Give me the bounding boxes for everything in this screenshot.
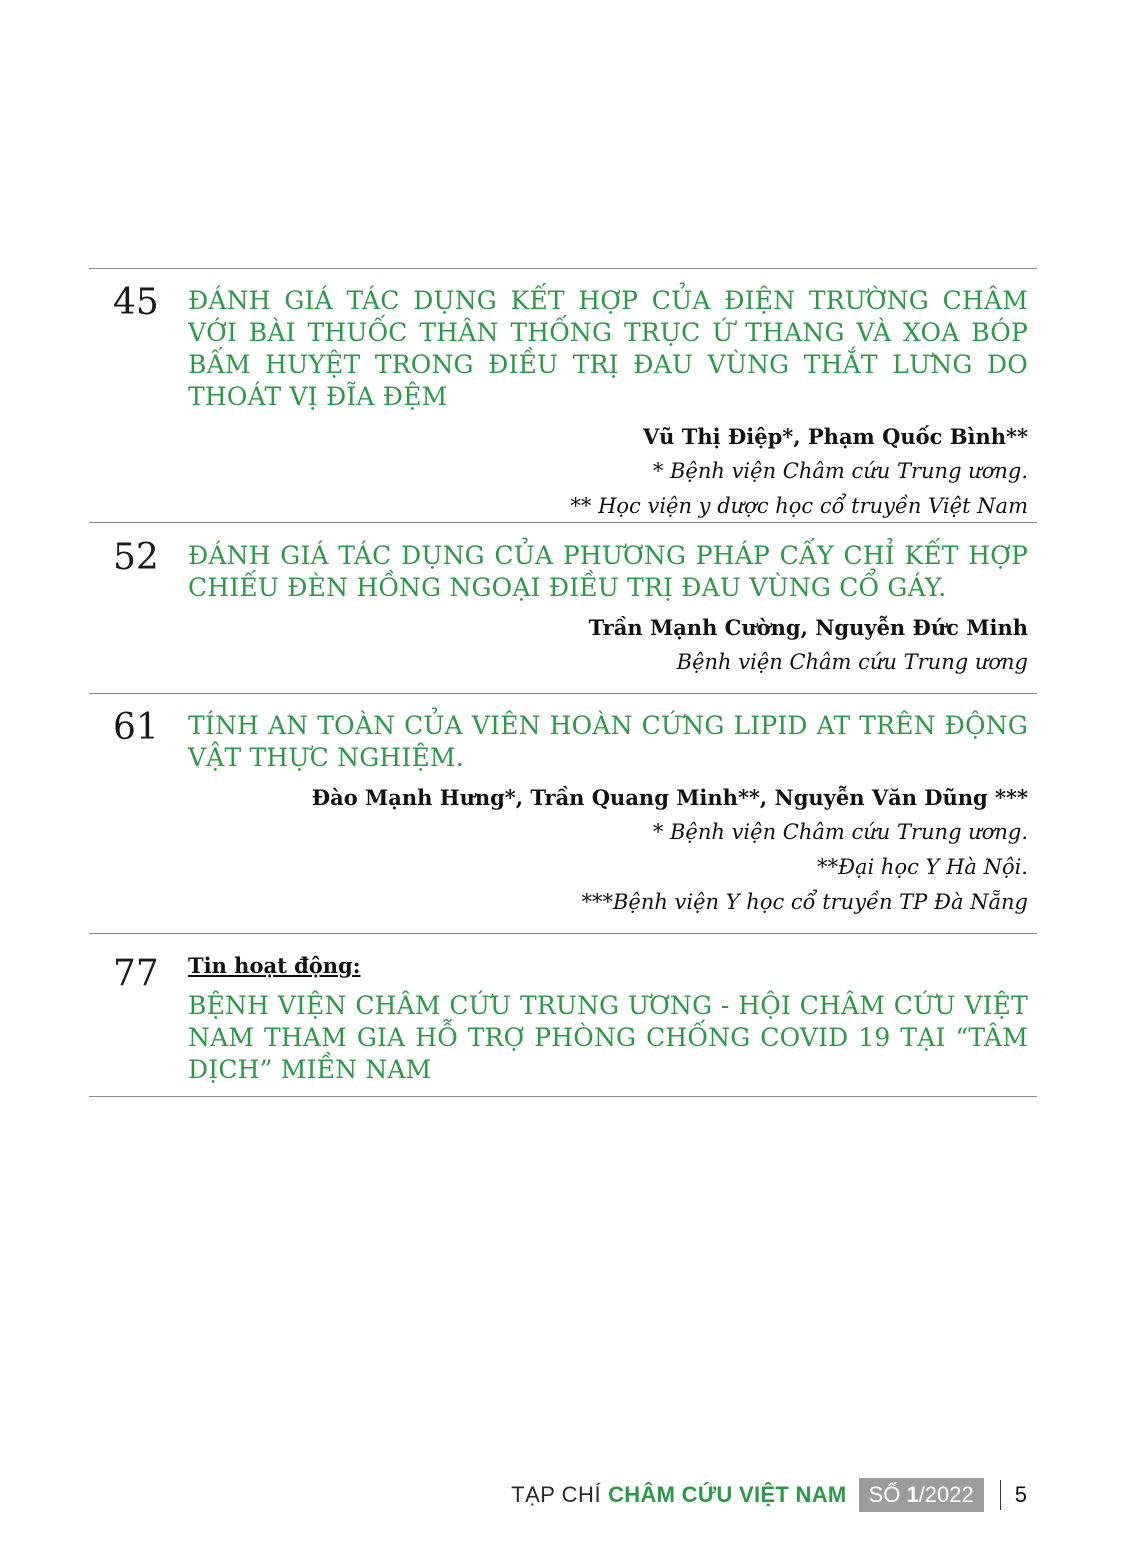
page-number: 61 [113, 707, 159, 748]
divider-bottom [89, 1096, 1037, 1097]
divider-top [89, 268, 1037, 269]
affiliation: * Bệnh viện Châm cứu Trung ương. [652, 820, 1028, 844]
article-authors: Vũ Thị Điệp*, Phạm Quốc Bình** [642, 424, 1028, 449]
article-authors: Đào Mạnh Hưng*, Trần Quang Minh**, Nguyễn Văn Dũng *** [311, 785, 1028, 810]
affiliation: ** Học viện y dược học cổ truyền Việt Nam [570, 494, 1028, 518]
affiliation: ***Bệnh viện Y học cổ truyền TP Đà Nẵng [581, 890, 1028, 914]
article-title[interactable]: TÍNH AN TOÀN CỦA VIÊN HOÀN CỨNG LIPID AT TRÊN ĐỘNG VẬT THỰC NGHIỆM. [188, 711, 1028, 772]
footer-page-number: 5 [1014, 1482, 1027, 1507]
page-number: 52 [113, 537, 159, 578]
page-number: 77 [113, 953, 159, 994]
affiliation: Bệnh viện Châm cứu Trung ương [676, 650, 1028, 674]
article-title[interactable]: ĐÁNH GIÁ TÁC DỤNG CỦA PHƯƠNG PHÁP CẤY CHỈ KẾT HỢP CHIẾU ĐÈN HỒNG NGOẠI ĐIỀU TRỊ ĐAU VÙNG CỔ GÁY. [188, 541, 1028, 602]
article-title[interactable]: ĐÁNH GIÁ TÁC DỤNG KẾT HỢP CỦA ĐIỆN TRƯỜNG CHÂM VỚI BÀI THUỐC THÂN THỐNG TRỤC Ứ THANG VÀ XOA BÓP BẤM HUYỆT TRONG ĐIỀU TRỊ ĐAU VÙNG THẮT LƯNG DO THOÁT VỊ ĐĨA ĐỆM [188, 286, 1028, 411]
divider [89, 933, 1037, 934]
affiliation: * Bệnh viện Châm cứu Trung ương. [652, 459, 1028, 483]
article-title[interactable]: BỆNH VIỆN CHÂM CỨU TRUNG ƯƠNG - HỘI CHÂM CỨU VIỆT NAM THAM GIA HỖ TRỢ PHÒNG CHỐNG COVID 19 TẠI “TÂM DỊCH” MIỀN NAM [188, 991, 1028, 1084]
divider [89, 522, 1037, 523]
page-number: 45 [113, 282, 159, 323]
issue-year: /2022 [918, 1482, 974, 1507]
divider [89, 693, 1037, 694]
issue-badge [859, 1478, 984, 1512]
article-authors: Trần Mạnh Cường, Nguyễn Đức Minh [588, 615, 1028, 640]
issue-number: 1 [906, 1482, 919, 1507]
section-label: Tin hoạt động: [188, 953, 361, 978]
page-footer [511, 1478, 1027, 1512]
affiliation: **Đại học Y Hà Nội. [817, 855, 1028, 879]
footer-journal-prefix: TẠP CHÍ [511, 1482, 602, 1507]
footer-journal-title: CHÂM CỨU VIỆT NAM [608, 1482, 847, 1507]
footer-separator [1000, 1480, 1001, 1510]
issue-prefix: SỐ [868, 1482, 901, 1507]
